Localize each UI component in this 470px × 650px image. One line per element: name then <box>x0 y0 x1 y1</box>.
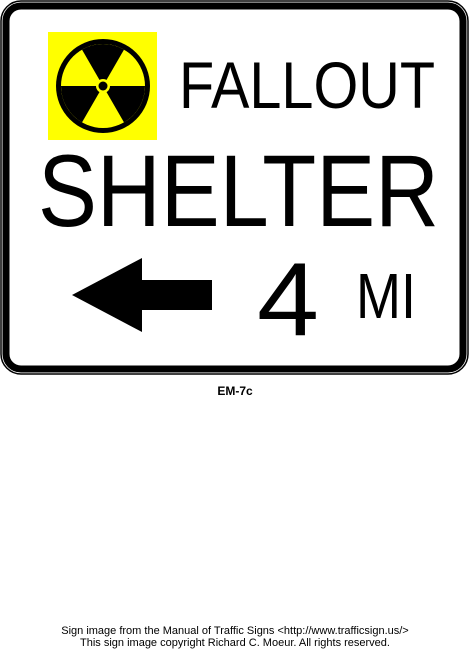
footer-source-line: Sign image from the Manual of Traffic Signs <http://www.trafficsign.us/> <box>61 625 409 637</box>
sign-distance-unit: MI <box>356 260 416 332</box>
sign-line-fallout: FALLOUT <box>179 48 435 122</box>
footer-copyright-line: This sign image copyright Richard C. Moeur. All rights reserved. <box>80 637 390 649</box>
fallout-shelter-trefoil-icon <box>56 39 150 133</box>
sign-line-shelter: SHELTER <box>38 134 439 248</box>
sign-distance-number: 4 <box>257 242 319 358</box>
sign-code-label: EM-7c <box>217 384 253 398</box>
fallout-shelter-symbol <box>48 32 157 140</box>
footer-credits <box>0 625 470 649</box>
